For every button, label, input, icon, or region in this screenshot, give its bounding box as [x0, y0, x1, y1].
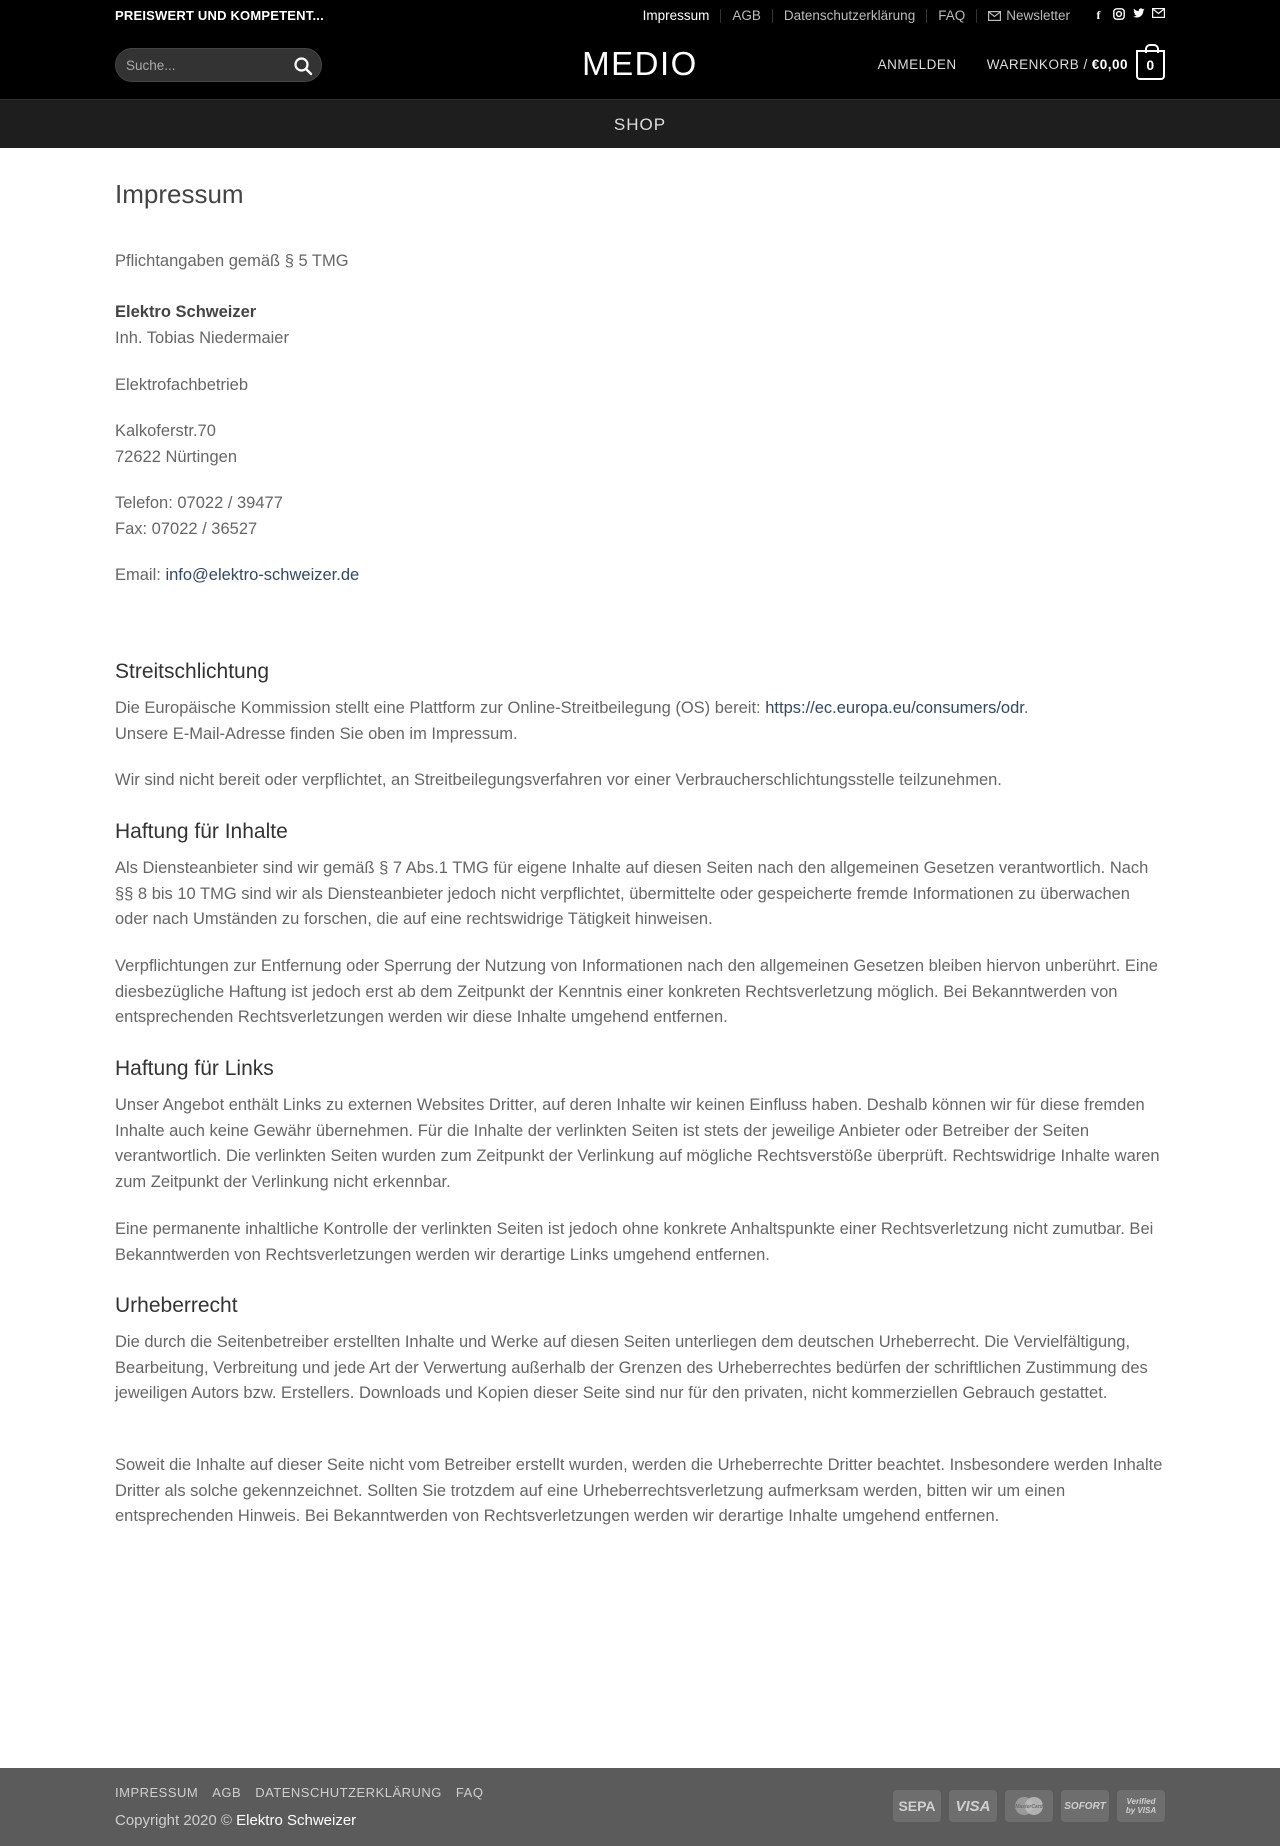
heading-haftung-links: Haftung für Links: [115, 1057, 274, 1080]
top-nav-newsletter[interactable]: [976, 9, 1081, 23]
odr-link[interactable]: https://ec.europa.eu/consumers/odr: [765, 699, 1024, 717]
owner-name: Inh. Tobias Niedermaier: [115, 328, 289, 347]
email-row: [115, 563, 1165, 589]
cart-bag-icon: [1136, 50, 1165, 80]
sepa-icon: SEPA: [893, 1790, 941, 1822]
address-block: [115, 419, 1165, 470]
footer-link-datenschutz[interactable]: DATENSCHUTZERKLÄRUNG: [255, 1785, 442, 1800]
header: [0, 31, 1280, 99]
copyright: [115, 1812, 356, 1829]
haftung-links-paragraph-1: Unser Angebot enthält Links zu externen Websites Dritter, auf deren Inhalte wir keinen Einfluss haben. Deshalb können wir für diese fremden Inhalte auch keine Gewähr übernehmen. Für die Inhalte der verlinkten Seiten ist stets der jeweilige Anbieter oder Betreiber der Seiten verantwortlich. Die verlinkten Seiten wurden zum Zeitpunkt der Verlinkung auf mögliche Rechtsverstöße überprüft. Rechtswidrige Inhalte waren zum Zeitpunkt der Verlinkung nicht erkennbar.: [115, 1096, 1160, 1191]
instagram-icon[interactable]: [1112, 8, 1125, 23]
cart-label: WARENKORB /: [986, 56, 1088, 72]
top-nav-faq[interactable]: FAQ: [926, 9, 976, 23]
header-actions: [878, 48, 1165, 80]
business-type: Elektrofachbetrieb: [115, 376, 248, 394]
twitter-icon[interactable]: [1132, 8, 1145, 23]
footer-nav: [115, 1785, 483, 1800]
envelope-icon: [988, 11, 1001, 21]
urheber-paragraph-2: Soweit die Inhalte auf dieser Seite nicht vom Betreiber erstellt wurden, werden die Urheberrechte Dritter beachtet. Insbesondere werden Inhalte Dritter als solche gekennzeichnet. Sollten Sie trotzdem auf eine Urheberrechtsverletzung aufmerksam werden, bitten wir um einen entsprechenden Hinweis. Bei Bekanntwerden von Rechtsverletzungen werden wir derartige Inhalte umgehend entfernen.: [115, 1456, 1163, 1525]
mastercard-icon: [1005, 1790, 1053, 1822]
cart-total: €0,00: [1091, 56, 1128, 72]
streit-paragraph-2: Wir sind nicht bereit oder verpflichtet, an Streitbeilegungsverfahren vor einer Verbraucherschlichtungsstelle teilzunehmen.: [115, 771, 1002, 789]
footer-link-impressum[interactable]: IMPRESSUM: [115, 1785, 199, 1800]
verified-by-visa-icon: Verified by VISA: [1117, 1790, 1165, 1822]
address-street: Kalkoferstr.70: [115, 422, 216, 440]
email-link[interactable]: info@elektro-schweizer.de: [165, 566, 360, 584]
company-name: Elektro Schweizer: [115, 303, 257, 321]
top-nav-impressum[interactable]: Impressum: [642, 7, 710, 23]
haftung-links-paragraph-2: Eine permanente inhaltliche Kontrolle der verlinkten Seiten ist jedoch ohne konkrete Anhaltspunkte einer Rechtsverletzung nicht zumutbar. Bei Bekanntwerden von Rechtsverletzungen werden wir derartige Links umgehend entfernen.: [115, 1220, 1154, 1264]
streit-p1-end: .: [1023, 699, 1029, 717]
company-block: [115, 300, 1165, 351]
top-nav-datenschutz[interactable]: Datenschutzerklärung: [772, 9, 926, 23]
top-nav: [632, 0, 1165, 31]
nav-shop[interactable]: SHOP: [613, 115, 667, 134]
pflicht-text: Pflichtangaben gemäß § 5 TMG: [115, 252, 349, 270]
sofort-icon: SOFORT: [1061, 1790, 1109, 1822]
cart-count: 0: [1146, 57, 1155, 73]
haftung-inhalte-paragraph-1: Als Diensteanbieter sind wir gemäß § 7 Abs.1 TMG für eigene Inhalte auf diesen Seiten nach den allgemeinen Gesetzen verantwortlich. Nach §§ 8 bis 10 TMG sind wir als Diensteanbieter jedoch nicht verpflichtet, übermittelte oder gespeicherte fremde Informationen zu überwachen oder nach Umständen zu forschen, die auf eine rechtswidrige Tätigkeit hinweisen.: [115, 859, 1149, 928]
streit-paragraph-1: [115, 696, 1165, 747]
haftung-inhalte-paragraph-2: Verpflichtungen zur Entfernung oder Sperrung der Nutzung von Informationen nach den allgemeinen Gesetzen bleiben hiervon unberührt. Eine diesbezügliche Haftung ist jedoch erst ab dem Zeitpunkt der Kenntnis einer konkreten Rechtsverletzung möglich. Bei Bekanntwerden von entsprechenden Rechtsverletzungen werden wir diese Inhalte umgehend entfernen.: [115, 957, 1158, 1026]
social-links: [1081, 8, 1165, 23]
site-logo[interactable]: MEDIO: [582, 45, 698, 82]
tagline: PREISWERT UND KOMPETENT...: [115, 8, 324, 23]
top-bar: [0, 0, 1280, 31]
main-nav: [0, 99, 1280, 148]
streit-p1-line2: Unsere E-Mail-Adresse finden Sie oben im Impressum.: [115, 724, 518, 743]
heading-haftung-inhalte: Haftung für Inhalte: [115, 820, 288, 843]
streit-p1-text: Die Europäische Kommission stellt eine Plattform zur Online-Streitbeilegung (OS) bereit:: [115, 699, 761, 717]
urheber-paragraph-1: Die durch die Seitenbetreiber erstellten Inhalte und Werke auf diesen Seiten unterliegen dem deutschen Urheberrecht. Die Vervielfältigung, Bearbeitung, Verbreitung und jede Art der Verwertung außerhalb der Grenzen des Urheberrechtes bedürfen der schriftlichen Zustimmung des jeweiligen Autors bzw. Erstellers. Downloads und Kopien dieser Seite sind nur für den privaten, nicht kommerziellen Gebrauch gestattet.: [115, 1333, 1148, 1402]
fax: Fax: 07022 / 36527: [115, 519, 258, 538]
payment-icons: [893, 1790, 1165, 1822]
cart-link[interactable]: [987, 48, 1165, 80]
newsletter-label: Newsletter: [1006, 7, 1070, 23]
mastercard-text: MasterCard: [1015, 1804, 1043, 1810]
footer: [0, 1768, 1280, 1846]
page-title: Impressum: [115, 179, 244, 209]
footer-link-faq[interactable]: FAQ: [455, 1785, 484, 1800]
top-nav-agb[interactable]: AGB: [720, 9, 772, 23]
email-label: Email:: [115, 566, 161, 584]
heading-streitschlichtung: Streitschlichtung: [115, 660, 270, 683]
login-link[interactable]: ANMELDEN: [877, 56, 957, 72]
contact-block: [115, 491, 1165, 542]
heading-urheberrecht: Urheberrecht: [115, 1294, 238, 1317]
visa-icon: VISA: [949, 1790, 997, 1822]
copyright-owner: Elektro Schweizer: [236, 1812, 357, 1829]
phone: Telefon: 07022 / 39477: [115, 494, 283, 512]
footer-link-agb[interactable]: AGB: [212, 1785, 242, 1800]
email-icon[interactable]: [1152, 8, 1165, 23]
copyright-prefix: Copyright 2020 ©: [115, 1812, 232, 1829]
facebook-icon[interactable]: f: [1096, 8, 1101, 22]
address-city: 72622 Nürtingen: [115, 447, 238, 466]
